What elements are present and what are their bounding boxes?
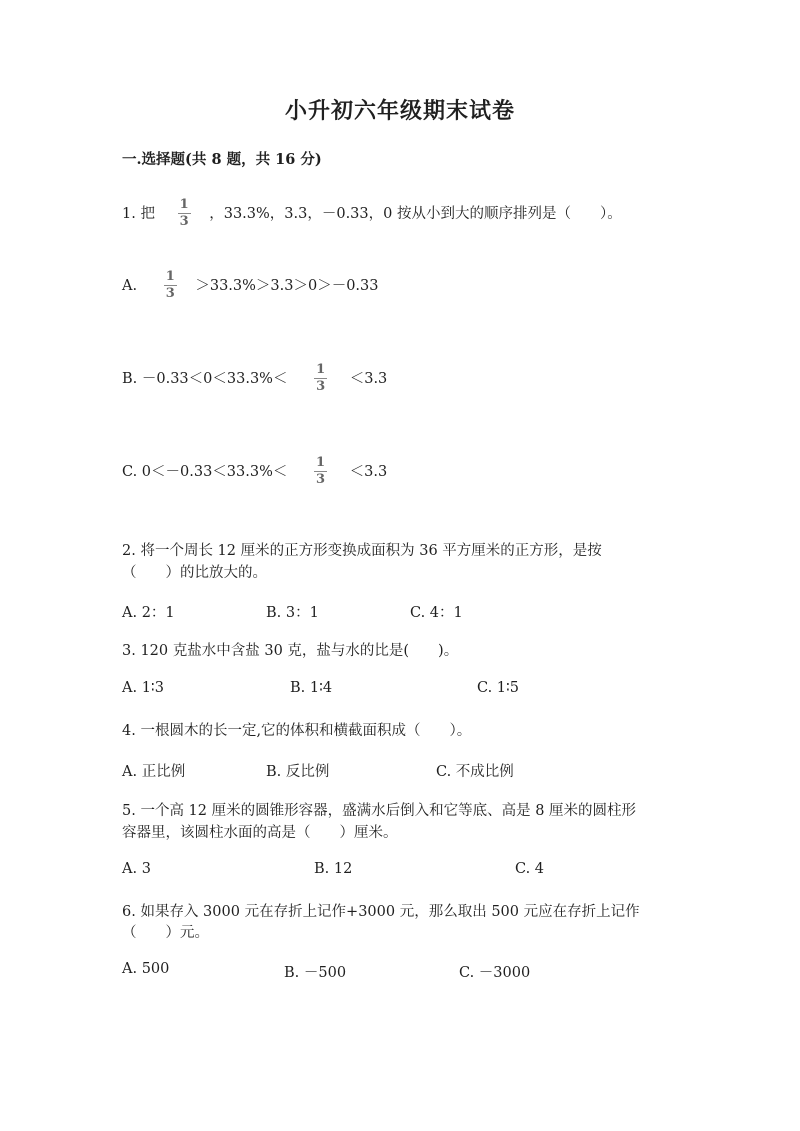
fraction-numerator: 1 [164,270,177,286]
question-4-option-b: B. 反比例 [266,764,330,780]
option-c-suffix: ＜3.3 [349,463,388,480]
question-6-line-2: （ ）元。 [122,925,209,941]
fraction-denominator: 3 [165,286,175,302]
question-1-option-c [122,456,387,488]
question-1-prefix: 1. 把 [122,205,155,222]
question-4-option-c: C. 不成比例 [436,764,514,780]
option-b-prefix: B. －0.33＜0＜33.3%＜ [122,370,288,387]
fraction-one-third [178,198,191,230]
question-6-option-a: A. 500 [122,961,170,977]
question-5-line-2: 容器里，该圆柱水面的高是（ ）厘米。 [122,825,398,841]
question-3-line-1: 3. 120 克盐水中含盐 30 克，盐与水的比是( )。 [122,643,459,659]
question-1-option-a [122,270,379,302]
question-3-option-a: A. 1∶3 [122,680,164,696]
question-4-option-a: A. 正比例 [122,764,186,780]
question-2-line-2: （ ）的比放大的。 [122,565,267,581]
question-5-option-c: C. 4 [515,861,545,877]
question-6-option-b: B. －500 [284,965,347,981]
question-4-line-1: 4. 一根圆木的长一定,它的体积和横截面积成（ ）。 [122,723,472,739]
question-1-option-b [122,363,387,395]
fraction-denominator: 3 [179,214,189,230]
question-6-line-1: 6. 如果存入 3000 元在存折上记作+3000 元，那么取出 500 元应在存折上记作 [122,904,640,920]
option-b-suffix: ＜3.3 [349,370,388,387]
fraction-one-third [314,456,327,488]
question-1 [122,198,622,230]
question-2-option-a: A. 2：1 [122,605,175,621]
option-a-suffix: ＞33.3%＞3.3＞0＞－0.33 [195,277,379,294]
question-3-option-c: C. 1∶5 [477,680,520,696]
question-3-option-b: B. 1∶4 [290,680,333,696]
option-c-prefix: C. 0＜－0.33＜33.3%＜ [122,463,288,480]
fraction-numerator: 1 [314,363,327,379]
question-2-line-1: 2. 将一个周长 12 厘米的正方形变换成面积为 36 平方厘米的正方形，是按 [122,543,602,559]
question-1-suffix: ，33.3%，3.3，－0.33，0 按从小到大的顺序排列是（ ）。 [209,205,622,222]
section-heading: 一.选择题(共 8 题，共 16 分) [122,151,322,168]
page-title: 小升初六年级期末试卷 [284,98,515,124]
question-5-option-a: A. 3 [122,861,151,877]
fraction-numerator: 1 [314,456,327,472]
question-2-option-b: B. 3：1 [266,605,319,621]
question-2-option-c: C. 4：1 [410,605,463,621]
fraction-one-third [164,270,177,302]
question-5-line-1: 5. 一个高 12 厘米的圆锥形容器，盛满水后倒入和它等底、高是 8 厘米的圆柱形 [122,803,637,819]
question-6-option-c: C. －3000 [459,965,531,981]
fraction-numerator: 1 [178,198,191,214]
fraction-denominator: 3 [316,379,326,395]
fraction-denominator: 3 [315,472,326,488]
option-a-prefix: A. [122,277,138,294]
question-5-option-b: B. 12 [314,861,353,877]
fraction-one-third [314,363,327,395]
